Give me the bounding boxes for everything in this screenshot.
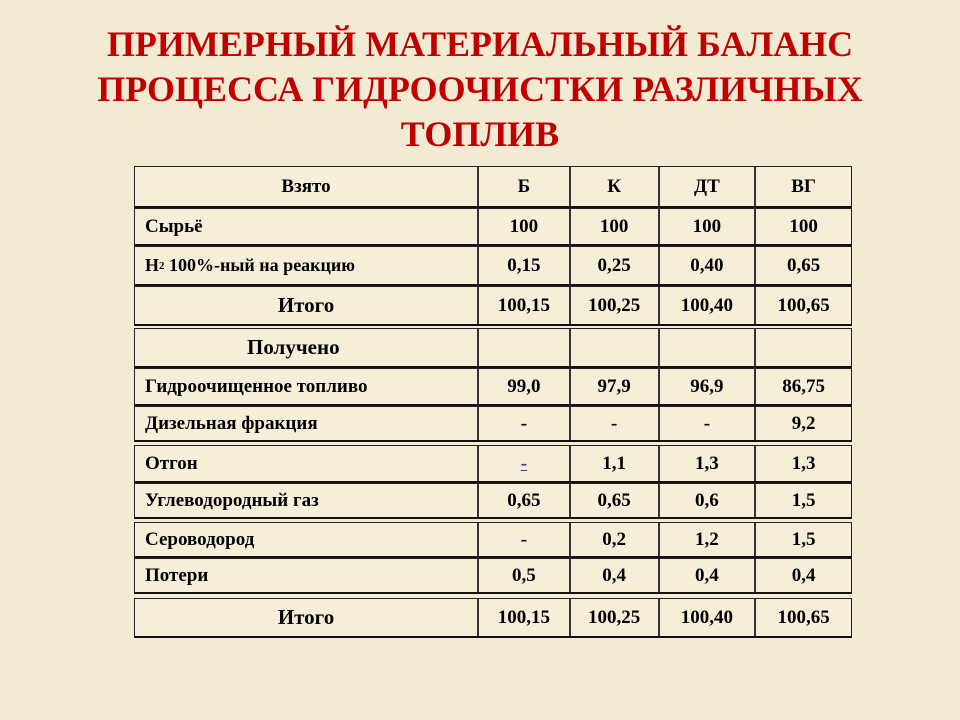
cell-vg: 100,65 [754,599,851,636]
row-label: Отгон [145,452,198,474]
cell-dt: 100 [658,209,755,244]
table-row [134,406,852,442]
table-row [134,558,852,594]
row-label: Сырьё [145,215,203,237]
cell-b: 99,0 [477,369,569,404]
cell-vg: 9,2 [754,407,851,440]
cell-b: 100 [477,209,569,244]
cell-dt: 1,3 [658,446,755,481]
cell-vg: 1,3 [754,446,851,481]
cell-k: - [569,407,658,440]
table-row [134,208,852,246]
cell-vg: 100 [754,209,851,244]
cell-vg: 0,65 [754,247,851,284]
table-row [134,368,852,406]
cell-k: 1,1 [569,446,658,481]
cell-b: - [477,523,569,556]
cell-k: 0,65 [569,484,658,517]
cell-b: - [477,407,569,440]
row-label: Гидроочищенное топливо [145,375,368,397]
row-label: Потери [145,564,209,586]
table-row [134,445,852,483]
table-header-row [134,166,852,208]
cell-b: 0,15 [477,247,569,284]
cell-b [477,329,569,366]
cell-k: 0,25 [569,247,658,284]
cell-dt: 0,6 [658,484,755,517]
cell-k: 100 [569,209,658,244]
header-col-vg: ВГ [754,167,851,206]
received-label: Получено [247,335,340,359]
cell-dt: 96,9 [658,369,755,404]
cell-dt [658,329,755,366]
material-balance-table [134,166,852,638]
cell-dt: - [658,407,755,440]
table-row [134,286,852,326]
cell-k [569,329,658,366]
cell-vg [754,329,851,366]
cell-dt: 1,2 [658,523,755,556]
cell-vg: 86,75 [754,369,851,404]
cell-b: 100,15 [477,599,569,636]
table-row [134,328,852,368]
h2-symbol: Н [145,255,160,275]
cell-dt: 100,40 [658,599,755,636]
cell-k: 100,25 [569,287,658,324]
row-label: Углеводородный газ [145,489,319,511]
row-label-received [135,329,477,366]
cell-vg: 1,5 [754,484,851,517]
row-label-total: Итого [277,293,335,317]
cell-vg: 100,65 [754,287,851,324]
table-row [134,483,852,519]
cell-k: 0,4 [569,559,658,592]
cell-vg: 1,5 [754,523,851,556]
cell-b [477,446,569,481]
title-line-2: ПРОЦЕССА ГИДРООЧИСТКИ РАЗЛИЧНЫХ [97,69,863,109]
cell-k: 100,25 [569,599,658,636]
cell-vg: 0,4 [754,559,851,592]
title-line-1: ПРИМЕРНЫЙ МАТЕРИАЛЬНЫЙ БАЛАНС [106,24,854,64]
h2-label-rest: 100%-ный на реакцию [164,255,356,275]
row-label [135,247,477,284]
cell-dt: 0,40 [658,247,755,284]
table-row [134,246,852,286]
dash-link: - [520,452,528,474]
cell-b: 100,15 [477,287,569,324]
row-label-total: Итого [277,605,335,629]
h2-subscript: 2 [159,259,165,272]
row-label: Дизельная фракция [145,412,318,434]
table-row [134,598,852,638]
cell-dt: 100,40 [658,287,755,324]
header-col-k: К [569,167,658,206]
table-row [134,522,852,558]
slide-title [0,22,960,157]
cell-dt: 0,4 [658,559,755,592]
cell-k: 0,2 [569,523,658,556]
header-taken: Взято [281,175,331,197]
header-col-dt: ДТ [658,167,755,206]
header-col-b: Б [477,167,569,206]
row-label: Сероводород [145,528,255,550]
cell-b: 0,65 [477,484,569,517]
cell-k: 97,9 [569,369,658,404]
cell-b: 0,5 [477,559,569,592]
title-line-3: ТОПЛИВ [400,114,560,154]
